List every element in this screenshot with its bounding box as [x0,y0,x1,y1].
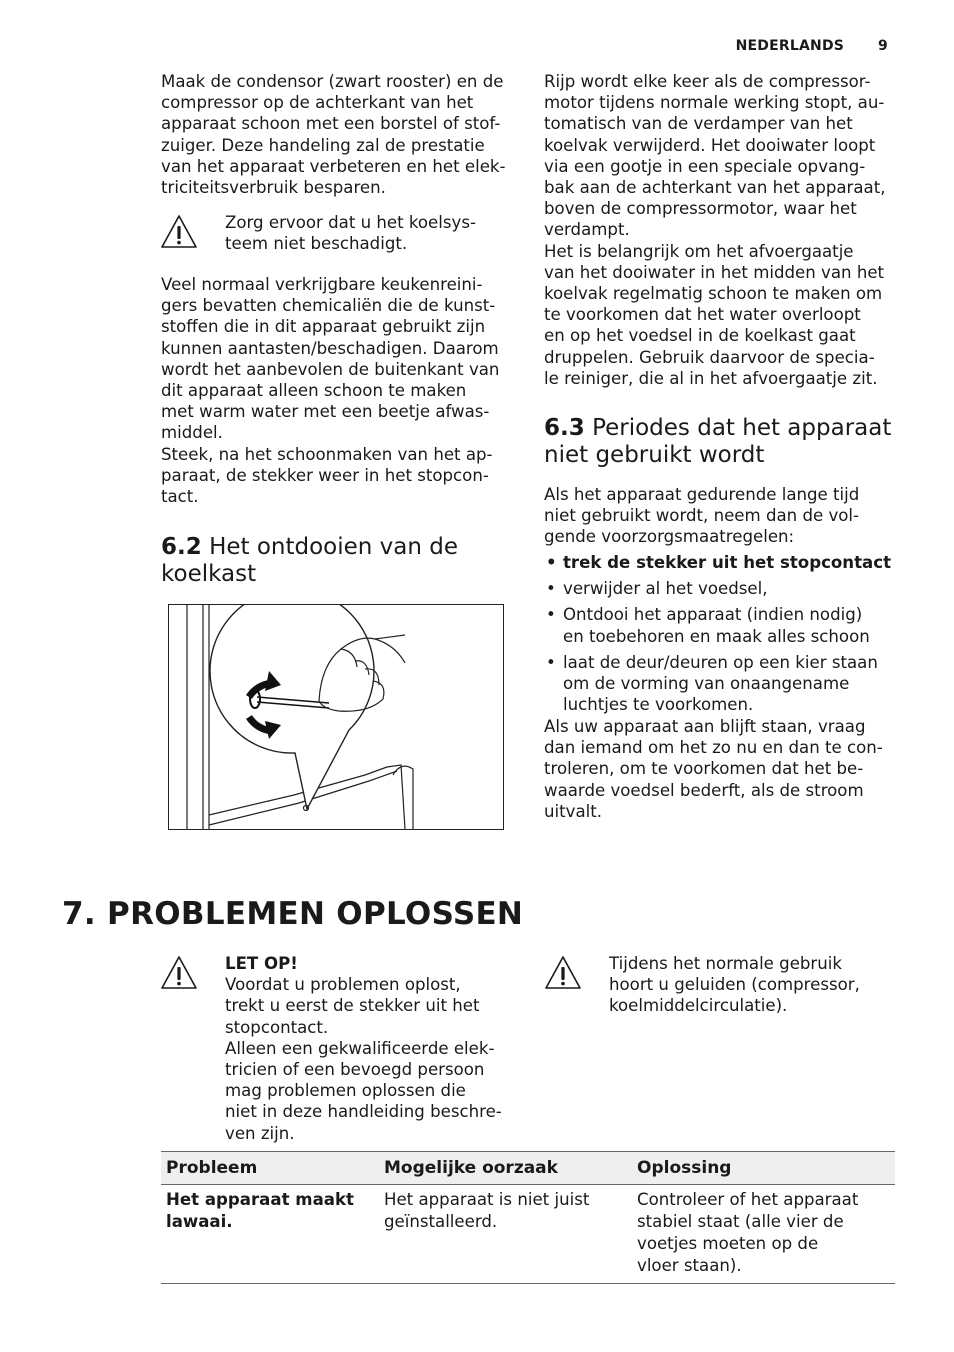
warning-text: Zorg ervoor dat u het koelsys- teem niet beschadigt. [225,213,476,254]
warning-triangle-icon [160,955,198,991]
cell-problem: Het apparaat maakt lawaai. [161,1185,379,1284]
list-item: • verwijder al het voedsel, [544,578,904,599]
defrost-drawing [169,605,503,829]
cell-solution: Controleer of het apparaat stabiel staat (alle vier de voetjes moeten op de vloer staan). [632,1185,895,1284]
chapter-title: PROBLEMEN OPLOSSEN [107,896,524,932]
caution-text: Voordat u problemen oplost, trekt u eerst de stekker uit het stopcontact. Alleen een gekwalificeerde elek- tricien of een bevoegd persoon mag problemen oplossen die niet in deze handleiding beschre- ven zijn. [225,975,502,1143]
precaution-list [544,552,904,720]
intro-paragraph: Maak de condensor (zwart rooster) en de compressor op de achterkant van het apparaat schoon met een borstel of stof- zuiger. Deze handeling zal de prestatie van het apparaat verbeteren en het elek- triciteitsverbruik besparen. [161,72,506,198]
table-header-row [161,1152,895,1185]
chapter-number: 7. [62,896,96,932]
cleaning-paragraph: Veel normaal verkrijgbare keukenreini- gers bevatten chemicaliën die de kunst- stoffen die in dit apparaat gebruikt zijn kunnen aantasten/beschadigen. Daarom wordt het aanbevolen de buitenkant van dit apparaat alleen schoon te maken met warm water met een beetje afwas- middel. Steek, na het schoonmaken van het ap- paraat, de stekker weer in het stopcon- tact. [161,275,500,507]
section-number: 6.3 [544,415,585,441]
cell-cause: Het apparaat is niet juist geïnstalleerd. [379,1185,632,1284]
page-header [736,38,888,54]
column-header-solution: Oplossing [632,1152,895,1185]
section-title: Periodes dat het apparaat niet gebruikt wordt [544,415,892,468]
warning-triangle-icon [160,214,198,250]
column-header-cause: Mogelijke oorzaak [379,1152,632,1185]
unused-outro: Als uw apparaat aan blijft staan, vraag dan iemand om het zo nu en dan te con- troleren, om te voorkomen dat het be- waarde voedsel bederft, als de stroom uitvalt. [544,717,883,821]
page-number: 9 [878,38,888,54]
section-title: Het ontdooien van de koelkast [161,534,459,587]
caution-block [225,953,525,1144]
caution-label: LET OP! [225,954,298,973]
defrost-paragraph: Rijp wordt elke keer als de compressor- motor tijdens normale werking stopt, au- tomatisch van de verdamper van het koelvak verwijderd. Het dooiwater loopt via een gootje in een speciale opvang- bak aan de achterkant van het apparaat, boven de compressormotor, waar het verdampt. Het is belangrijk om het afvoergaatje van het dooiwater in het midden van het koelvak regelmatig schoon te maken om te voorkomen dat het water overloopt en op het voedsel in de koelkast gaat druppelen. Gebruik daarvoor de specia- le reiniger, die al in het afvoergaatje zit. [544,72,886,388]
unused-intro: Als het apparaat gedurende lange tijd niet gebruikt wordt, neem dan de vol- gende voorzorgsmaatregelen: [544,485,860,547]
troubleshooting-table [161,1151,895,1284]
chapter-7-heading [62,896,523,932]
header-language: NEDERLANDS [735,38,845,54]
warning-triangle-icon [544,955,582,991]
defrost-illustration [168,604,504,830]
list-item: • trek de stekker uit het stopcontact [544,552,904,573]
list-item: • laat de deur/deuren op een kier staan om de vorming van onaangename luchtjes te voorkomen. [544,652,904,716]
section-number: 6.2 [161,534,202,560]
section-6-2-heading [161,534,521,588]
noise-note: Tijdens het normale gebruik hoort u geluiden (compressor, koelmiddelcirculatie). [609,954,860,1016]
section-6-3-heading [544,415,904,469]
list-item: • Ontdooi het apparaat (indien nodig) en toebehoren en maak alles schoon [544,604,904,646]
table-row [161,1185,895,1284]
column-header-problem: Probleem [161,1152,379,1185]
